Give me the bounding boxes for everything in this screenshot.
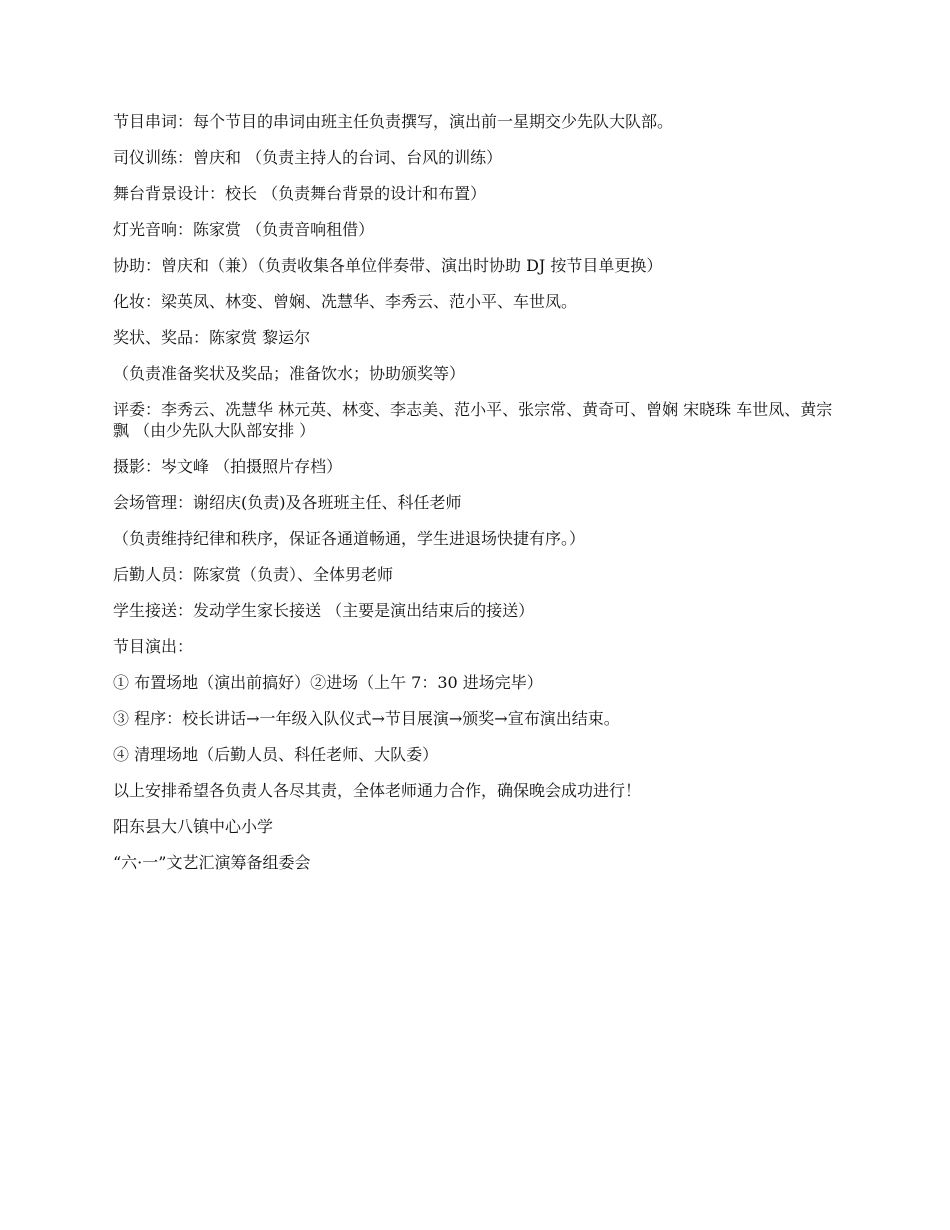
paragraph-photography: 摄影：岑文峰 （拍摄照片存档） <box>113 457 343 477</box>
paragraph-performance-heading: 节目演出： <box>113 637 194 657</box>
paragraph-venue-management: 会场管理：谢绍庆(负责)及各班班主任、科任老师 <box>113 493 462 513</box>
paragraph-step-3: ③ 程序：校长讲话→一年级入队仪式→节目展演→颁奖→宣布演出结束。 <box>113 709 620 729</box>
paragraph-step-4: ④ 清理场地（后勤人员、科任老师、大队委） <box>113 745 439 765</box>
paragraph-logistics: 后勤人员：陈家赏（负责）、全体男老师 <box>113 565 394 585</box>
paragraph-judges: 评委：李秀云、冼慧华 林元英、林变、李志美、范小平、张宗常、黄奇可、曾娴 宋晓珠 车世凤、黄宗飘 （由少先队大队部安排 ） <box>113 400 833 441</box>
document-body <box>113 111 843 888</box>
paragraph-step-1-2: ① 布置场地（演出前搞好）②进场（上午 7：30 进场完毕） <box>113 673 543 693</box>
paragraph-awards: 奖状、奖品：陈家赏 黎运尔 <box>113 328 311 347</box>
paragraph-lighting-sound: 灯光音响：陈家赏 （负责音响租借） <box>113 220 375 239</box>
paragraph-makeup: 化妆：梁英凤、林变、曾娴、冼慧华、李秀云、范小平、车世凤。 <box>113 292 578 311</box>
paragraph-closing: 以上安排希望各负责人各尽其责，全体老师通力合作，确保晚会成功进行！ <box>113 781 642 801</box>
paragraph-stage-design: 舞台背景设计：校长 （负责舞台背景的设计和布置） <box>113 184 487 203</box>
paragraph-program-scripts: 节目串词：每个节目的串词由班主任负责撰写，演出前一星期交少先队大队部。 <box>113 112 674 131</box>
paragraph-school-name: 阳东县大八镇中心小学 <box>113 817 274 837</box>
paragraph-assistance: 协助：曾庆和（兼）（负责收集各单位伴奏带、演出时协助 DJ 按节目单更换） <box>113 256 663 275</box>
paragraph-emcee-training: 司仪训练：曾庆和 （负责主持人的台词、台风的训练） <box>113 148 503 167</box>
paragraph-committee-name: “六·一”文艺汇演筹备组委会 <box>113 853 311 873</box>
paragraph-student-transport: 学生接送：发动学生家长接送 （主要是演出结束后的接送） <box>113 601 535 621</box>
paragraph-venue-note: （负责维持纪律和秩序，保证各通道畅通，学生进退场快捷有序。） <box>113 529 586 549</box>
paragraph-awards-note: （负责准备奖状及奖品；准备饮水；协助颁奖等） <box>113 364 466 383</box>
